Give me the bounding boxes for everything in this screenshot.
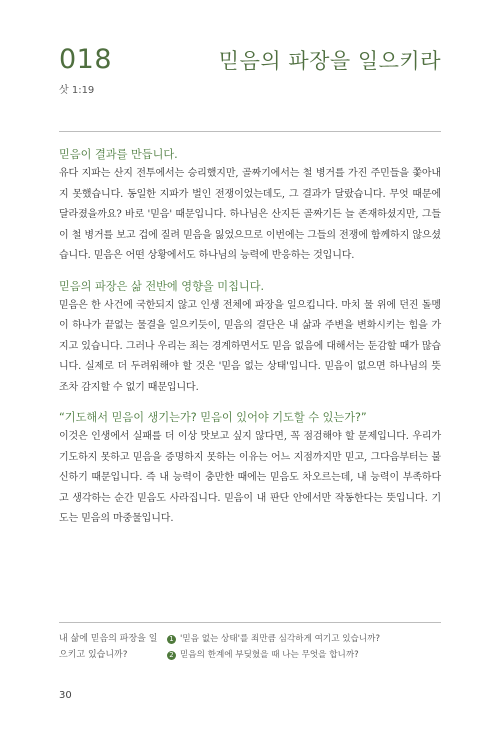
day-number: 018	[59, 44, 113, 75]
scripture-reference: 삿 1:19	[59, 85, 95, 96]
section-heading: 믿음이 결과를 만듭니다.	[59, 148, 178, 161]
section-2	[59, 277, 441, 399]
top-divider	[59, 131, 441, 132]
number-badge-icon: 2	[167, 651, 176, 660]
main-content	[59, 145, 441, 540]
section-3	[59, 408, 441, 530]
section-1	[59, 145, 441, 267]
question-text: 믿음의 한계에 부딪혔을 때 나는 무엇을 합니까?	[180, 649, 359, 660]
section-heading: 믿음의 파장은 삶 전반에 영향을 미칩니다.	[59, 279, 265, 293]
section-paragraph: 믿음은 한 사건에 국한되지 않고 인생 전체에 파장을 일으킵니다. 마치 물 위에 던진 돌멩이 하나가 끝없는 물결을 일으키듯이, 믿음의 결단은 내 삶과 주변을 변화시키는 힘을 가지고 있습니다. 그러나 우리는 죄는 경계하면서도 믿음 없음에 대해서는 둔감할 때가 많습니다. 실제로 더 두려워해야 할 것은 '믿음 없는 상태'입니다. 믿음이 없으면 하나님의 뜻조차 감지할 수 없기 때문입니다.	[59, 299, 441, 393]
reflection-question	[167, 632, 447, 648]
reflection-prompt: 내 삶에 믿음의 파장을 일으키고 있습니까?	[59, 634, 158, 660]
section-heading: “기도해서 믿음이 생기는가? 믿음이 있어야 기도할 수 있는가?”	[59, 411, 367, 424]
reflection-questions	[167, 632, 447, 663]
bottom-divider	[59, 622, 441, 623]
section-paragraph: 유다 지파는 산지 전투에서는 승리했지만, 골짜기에서는 철 병거를 가진 주민들을 쫓아내지 못했습니다. 동일한 지파가 벌인 전쟁이었는데도, 그 결과가 달랐습니다. 무엇 때문에 달라졌을까요? 바로 '믿음' 때문입니다. 하나님은 산지든 골짜기든 늘 존재하셨지만, 그들이 철 병거를 보고 겁에 질려 믿음을 잃었으므로 이번에는 그들의 전쟁에 함께하지 않으셨습니다. 믿음은 어떤 상황에서도 하나님의 능력에 반응하는 것입니다.	[59, 168, 441, 261]
question-text: '믿음 없는 상태'를 죄만큼 심각하게 여기고 있습니까?	[180, 634, 381, 644]
reflection-question	[167, 648, 447, 664]
number-badge-icon: 1	[167, 635, 176, 644]
page-number: 30	[59, 690, 72, 701]
page-title: 믿음의 파장을 일으키라	[218, 49, 441, 73]
section-paragraph: 이것은 인생에서 실패를 더 이상 맛보고 싶지 않다면, 꼭 점검해야 할 문제입니다. 우리가 기도하지 못하고 믿음을 증명하지 못하는 이유는 어느 지점까지만 믿고, 그다음부터는 불신하기 때문입니다. 즉 내 능력이 충만한 때에는 믿음도 차오르는데, 내 능력이 부족하다고 생각하는 순간 믿음도 사라집니다. 믿음이 내 판단 안에서만 작동한다는 뜻입니다. 기도는 믿음의 마중물입니다.	[59, 431, 441, 524]
